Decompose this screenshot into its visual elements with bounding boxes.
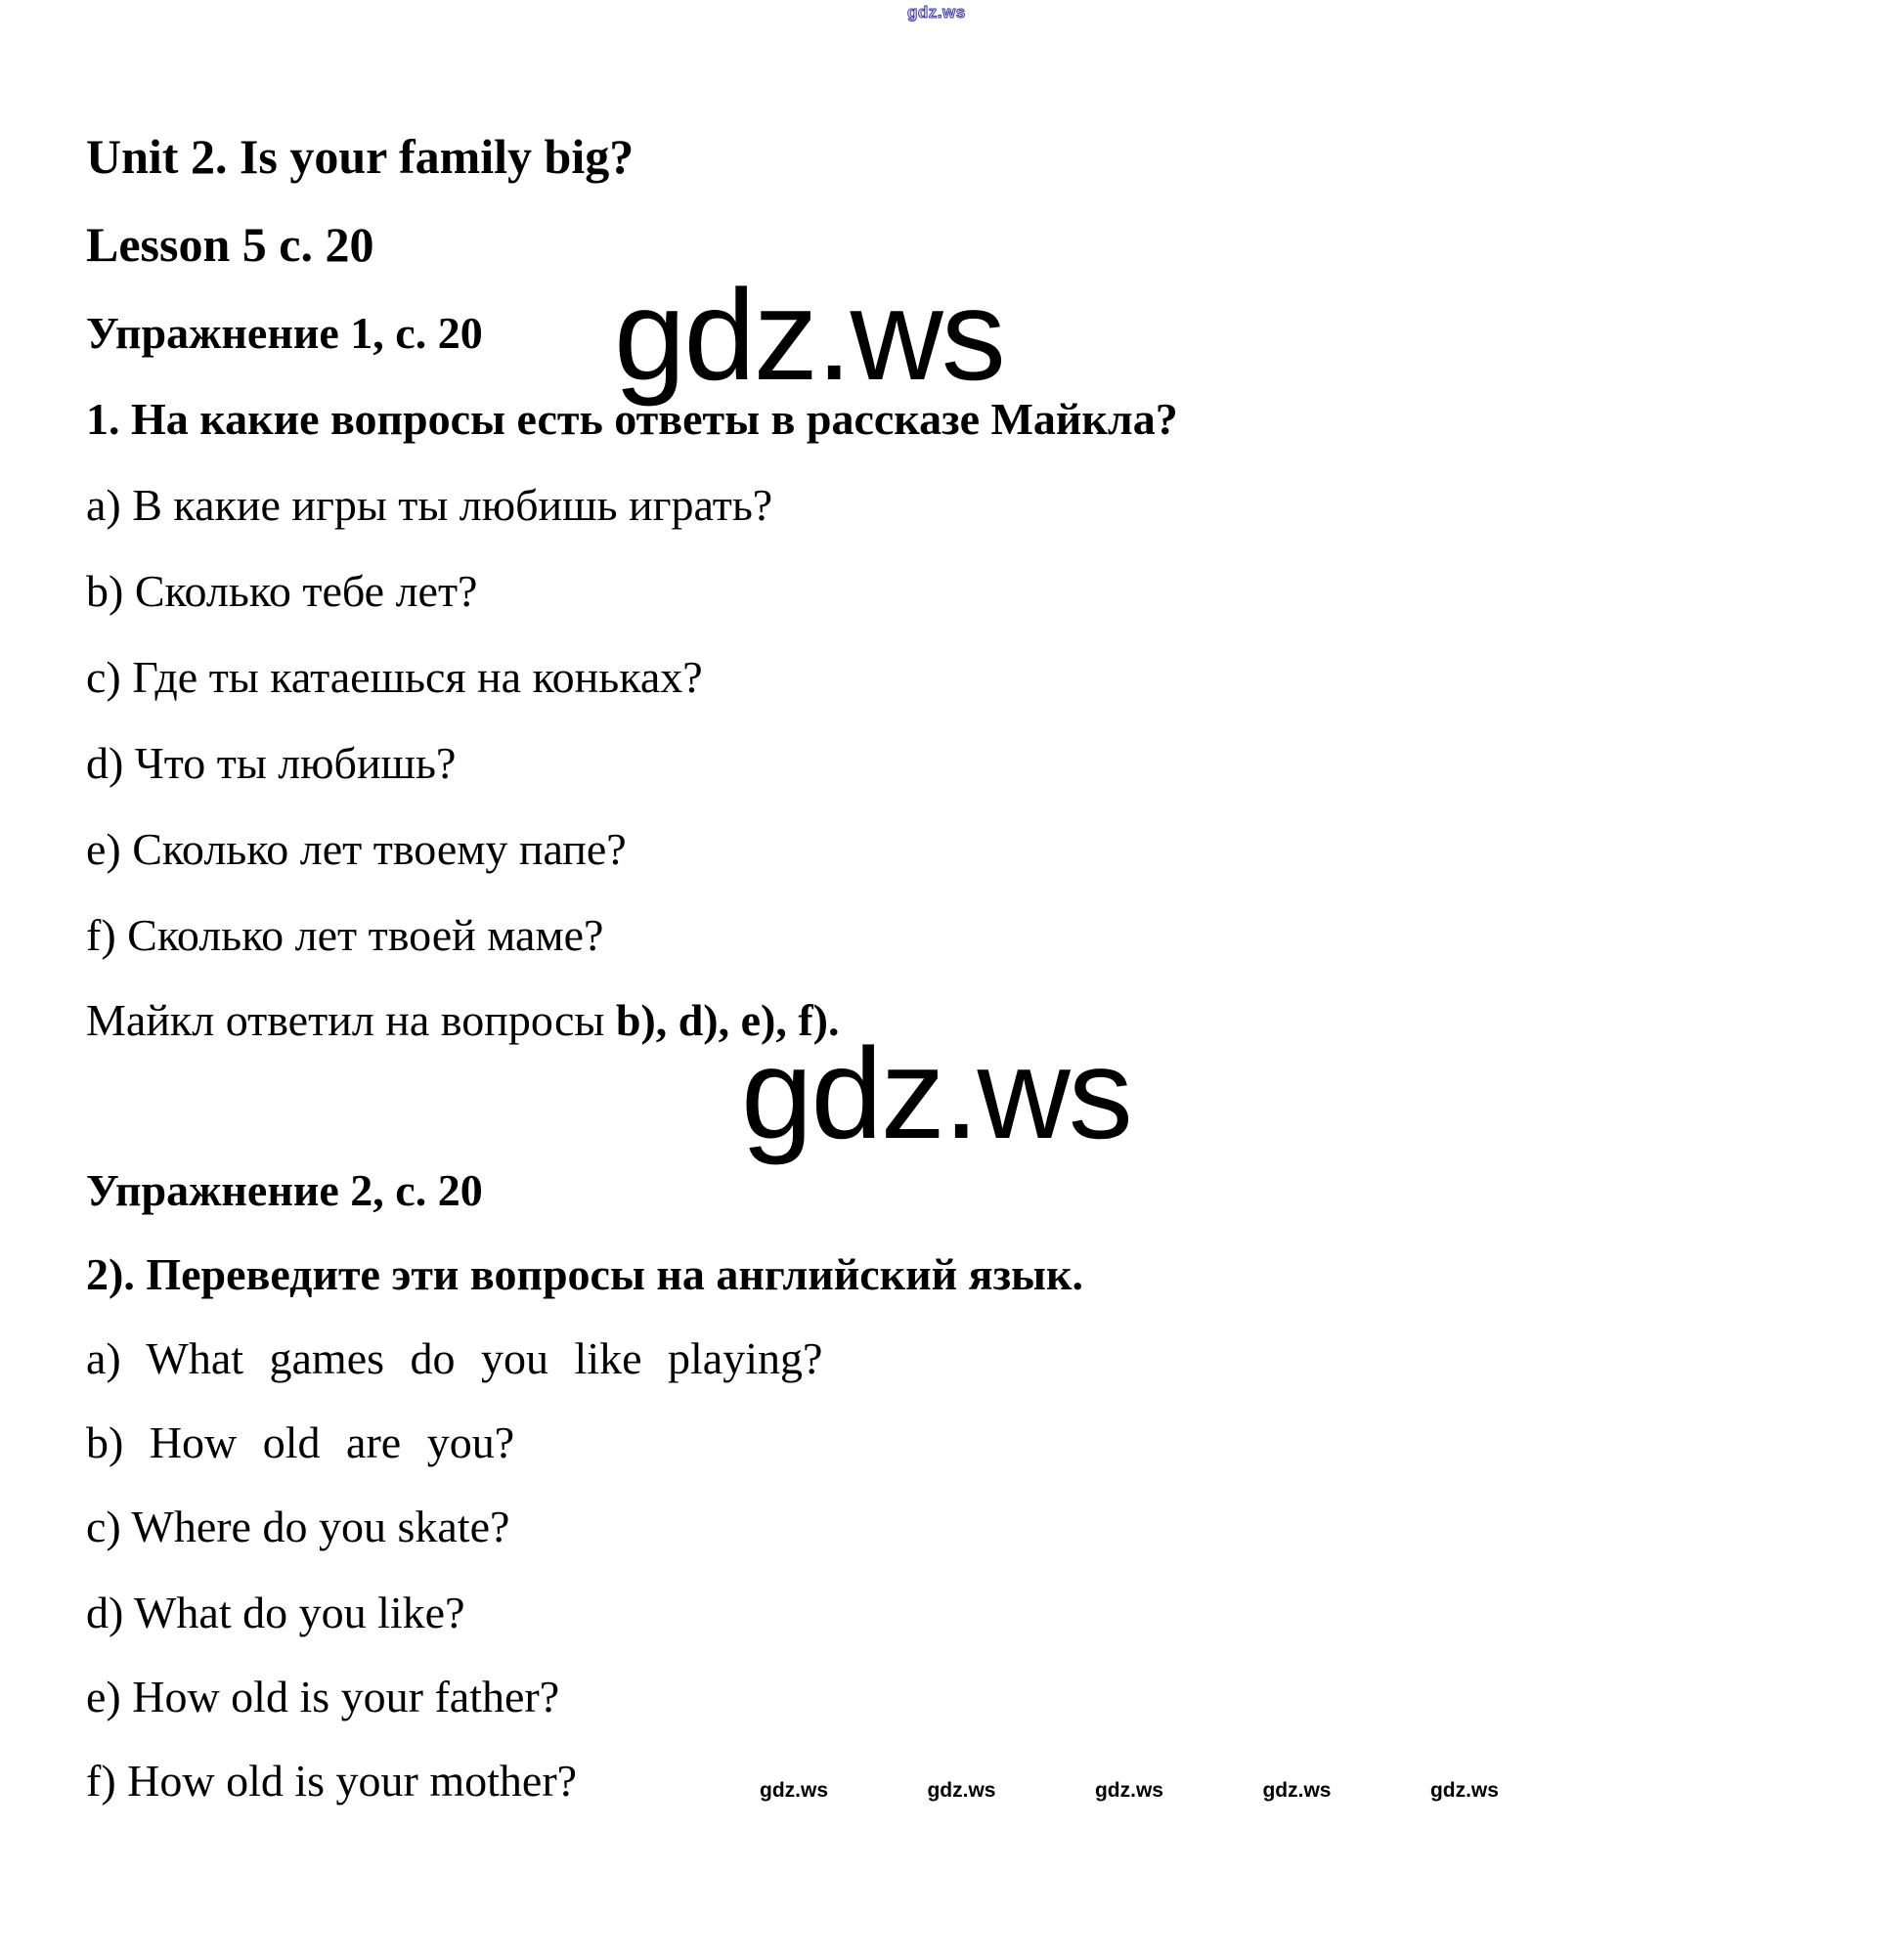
watermark-footer-1: gdz.ws — [760, 1779, 829, 1802]
watermark-top: gdz.ws — [907, 3, 966, 22]
exercise2-item-a: a) What games do you like playing? — [86, 1333, 823, 1383]
exercise1-answer — [86, 995, 840, 1047]
exercise2-item-e: e) How old is your father? — [86, 1672, 560, 1721]
exercise1-item-d: d) Что ты любишь? — [86, 738, 457, 788]
exercise2-item-c: c) Where do you skate? — [86, 1502, 510, 1551]
unit-title: Unit 2. Is your family big? — [86, 129, 635, 184]
exercise1-item-c: c) Где ты катаешься на коньках? — [86, 652, 703, 702]
watermark-footer-3: gdz.ws — [1094, 1779, 1163, 1802]
exercise1-item-f: f) Сколько лет твоей маме? — [86, 910, 604, 960]
exercise1-answer-prefix: Майкл ответил на вопросы — [86, 995, 616, 1045]
exercise1-heading: Упражнение 1, с. 20 — [86, 308, 483, 358]
watermark-footer-2: gdz.ws — [927, 1779, 996, 1802]
exercise2-task: 2). Переведите эти вопросы на английский язык. — [86, 1249, 1083, 1299]
watermark-footer-5: gdz.ws — [1429, 1779, 1499, 1802]
exercise1-item-e: e) Сколько лет твоему папе? — [86, 824, 627, 874]
exercise1-item-b: b) Сколько тебе лет? — [86, 566, 478, 616]
lesson-title: Lesson 5 с. 20 — [86, 217, 374, 272]
watermark-footer-4: gdz.ws — [1262, 1779, 1332, 1802]
exercise1-task: 1. На какие вопросы есть ответы в рассказе Майкла? — [86, 394, 1178, 444]
exercise2-heading: Упражнение 2, с. 20 — [86, 1165, 483, 1215]
exercise1-item-a: a) В какие игры ты любишь играть? — [86, 480, 773, 530]
watermark-large-2: gdz.ws — [741, 1022, 1131, 1165]
exercise2-item-f: f) How old is your mother? — [86, 1756, 578, 1806]
watermark-large-1: gdz.ws — [614, 263, 1004, 407]
watermark-footer-row — [760, 1779, 1499, 1803]
exercise2-item-b: b) How old are you? — [86, 1417, 515, 1467]
exercise1-answer-letters: b), d), e), f). — [615, 995, 840, 1045]
exercise2-item-d: d) What do you like? — [86, 1588, 465, 1637]
